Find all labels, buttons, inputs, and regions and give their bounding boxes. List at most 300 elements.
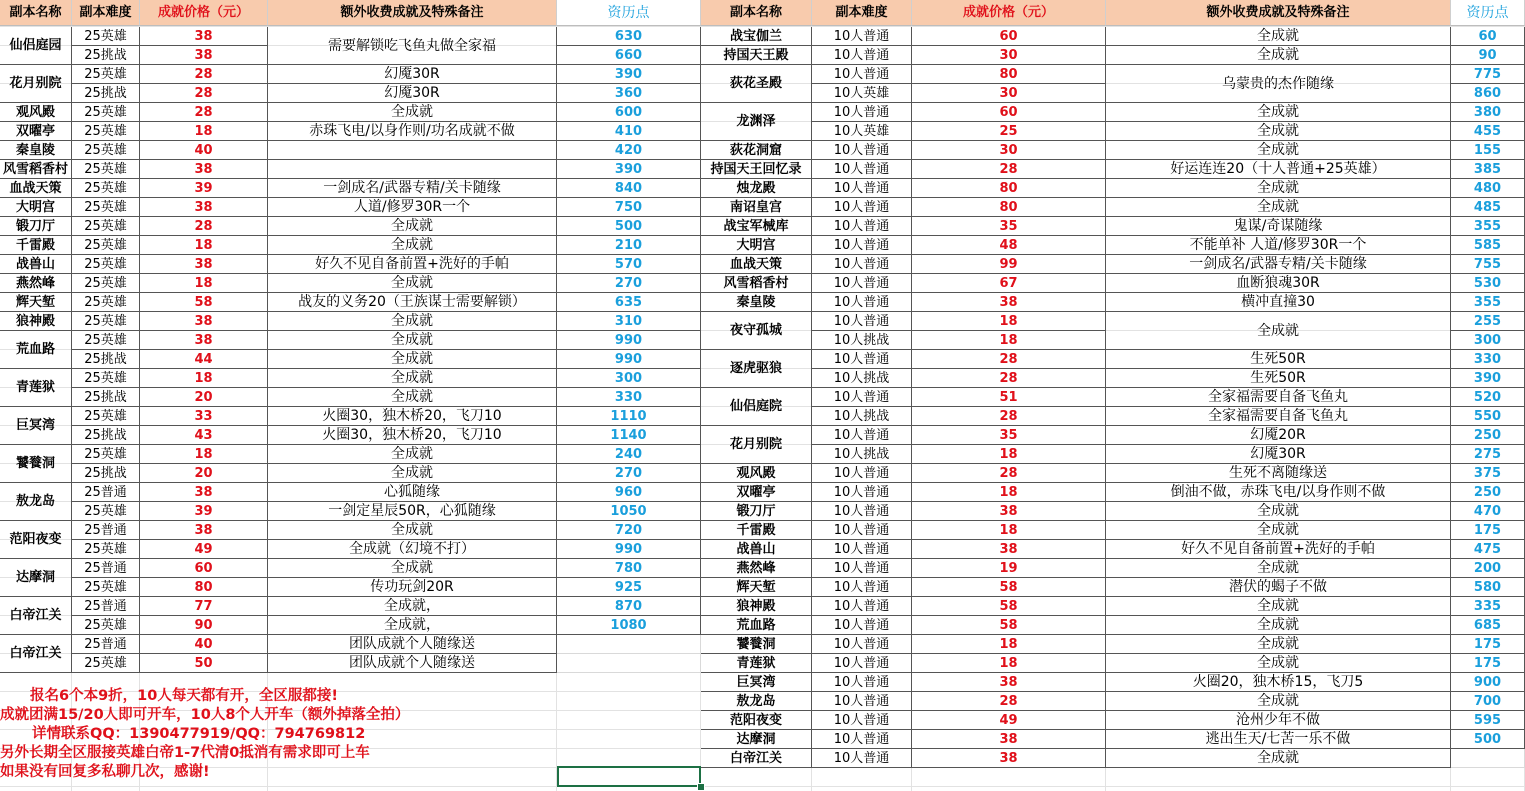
left-price[interactable]: 38 [140,160,268,179]
right-difficulty[interactable]: 10人普通 [812,730,912,749]
right-difficulty[interactable]: 10人普通 [812,711,912,730]
left-points[interactable]: 500 [557,217,701,236]
left-instance-name[interactable]: 荒血路 [0,331,72,369]
left-instance-name[interactable]: 白帝江关 [0,597,72,635]
left-instance-name[interactable]: 大明宫 [0,198,72,217]
right-price[interactable]: 28 [912,160,1106,179]
left-difficulty[interactable]: 25英雄 [72,654,140,673]
left-instance-name[interactable]: 锻刀厅 [0,217,72,236]
right-points[interactable]: 480 [1451,179,1525,198]
right-note[interactable]: 潜伏的蝎子不做 [1106,578,1451,597]
right-price[interactable]: 38 [912,540,1106,559]
right-note[interactable]: 火圈20，独木桥15，飞刀5 [1106,673,1451,692]
right-difficulty[interactable]: 10人普通 [812,65,912,84]
right-price[interactable]: 18 [912,521,1106,540]
right-points[interactable]: 700 [1451,692,1525,711]
right-note[interactable]: 鬼谋/奇谋随缘 [1106,217,1451,236]
left-header-name[interactable]: 副本名称 [0,0,72,26]
right-instance-name[interactable]: 风雪稻香村 [701,274,812,293]
left-price[interactable]: 38 [140,46,268,65]
left-instance-name[interactable]: 白帝江关 [0,635,72,673]
right-price[interactable]: 18 [912,331,1106,350]
right-instance-name[interactable]: 达摩洞 [701,730,812,749]
right-instance-name[interactable]: 巨冥湾 [701,673,812,692]
right-instance-name[interactable]: 观风殿 [701,464,812,483]
right-difficulty[interactable]: 10人普通 [812,502,912,521]
right-note[interactable]: 逃出生天/七苦一乐不做 [1106,730,1451,749]
left-note[interactable]: 全成就 [268,103,557,122]
left-price[interactable]: 39 [140,502,268,521]
left-instance-name[interactable]: 双曜亭 [0,122,72,141]
right-difficulty[interactable]: 10人普通 [812,578,912,597]
left-price[interactable]: 28 [140,217,268,236]
left-note[interactable]: 传功玩剑20R [268,578,557,597]
left-note[interactable]: 幻魇30R [268,84,557,103]
right-note[interactable]: 全成就 [1106,46,1451,65]
right-instance-name[interactable]: 荻花洞窟 [701,141,812,160]
left-difficulty[interactable]: 25英雄 [72,217,140,236]
right-points[interactable]: 355 [1451,293,1525,312]
right-difficulty[interactable]: 10人普通 [812,217,912,236]
left-note[interactable]: 全成就 [268,217,557,236]
left-points[interactable]: 390 [557,65,701,84]
left-difficulty[interactable]: 25英雄 [72,445,140,464]
left-note[interactable]: 火圈30，独木桥20，飞刀10 [268,426,557,445]
left-instance-name[interactable]: 战兽山 [0,255,72,274]
right-difficulty[interactable]: 10人挑战 [812,369,912,388]
right-instance-name[interactable]: 仙侣庭院 [701,388,812,426]
right-difficulty[interactable]: 10人普通 [812,236,912,255]
left-note[interactable]: 全成就 [268,312,557,331]
left-points[interactable]: 630 [557,27,701,46]
left-price[interactable]: 28 [140,103,268,122]
right-instance-name[interactable]: 持国天王殿 [701,46,812,65]
right-price[interactable]: 60 [912,27,1106,46]
left-difficulty[interactable]: 25英雄 [72,27,140,46]
right-points[interactable]: 470 [1451,502,1525,521]
right-note[interactable]: 好运连连20（十人普通+25英雄） [1106,160,1451,179]
right-note[interactable]: 横冲直撞30 [1106,293,1451,312]
left-difficulty[interactable]: 25英雄 [72,293,140,312]
right-note[interactable]: 全家福需要自备飞鱼丸 [1106,407,1451,426]
right-difficulty[interactable]: 10人普通 [812,692,912,711]
left-difficulty[interactable]: 25英雄 [72,255,140,274]
right-instance-name[interactable]: 狼神殿 [701,597,812,616]
right-difficulty[interactable]: 10人普通 [812,274,912,293]
selected-cell[interactable] [557,766,701,787]
right-points[interactable]: 385 [1451,160,1525,179]
right-header-notes[interactable]: 额外收费成就及特殊备注 [1106,0,1451,26]
right-points[interactable]: 250 [1451,426,1525,445]
left-difficulty[interactable]: 25英雄 [72,274,140,293]
right-points[interactable]: 200 [1451,559,1525,578]
right-price[interactable]: 19 [912,559,1106,578]
right-points[interactable]: 595 [1451,711,1525,730]
right-difficulty[interactable]: 10人普通 [812,312,912,331]
right-difficulty[interactable]: 10人普通 [812,464,912,483]
left-difficulty[interactable]: 25英雄 [72,236,140,255]
left-difficulty[interactable]: 25英雄 [72,578,140,597]
right-points[interactable]: 580 [1451,578,1525,597]
left-note[interactable]: 全成就 [268,350,557,369]
right-note[interactable]: 不能单补 人道/修罗30R一个 [1106,236,1451,255]
right-note[interactable]: 生死不离随缘送 [1106,464,1451,483]
left-note[interactable]: 全成就 [268,559,557,578]
right-note[interactable]: 全成就 [1106,597,1451,616]
right-price[interactable]: 48 [912,236,1106,255]
left-note[interactable]: 需要解锁吃飞鱼丸做全家福 [268,27,557,65]
right-instance-name[interactable]: 秦皇陵 [701,293,812,312]
left-difficulty[interactable]: 25普通 [72,521,140,540]
right-instance-name[interactable]: 烛龙殿 [701,179,812,198]
right-difficulty[interactable]: 10人普通 [812,350,912,369]
left-price[interactable]: 18 [140,274,268,293]
right-instance-name[interactable]: 夜守孤城 [701,312,812,350]
left-note[interactable]: 全成就 [268,369,557,388]
right-note[interactable]: 全成就 [1106,654,1451,673]
right-price[interactable]: 18 [912,312,1106,331]
right-instance-name[interactable]: 战兽山 [701,540,812,559]
left-difficulty[interactable]: 25英雄 [72,160,140,179]
left-note[interactable]: 团队成就个人随缘送 [268,635,557,654]
left-points[interactable]: 410 [557,122,701,141]
left-points[interactable]: 635 [557,293,701,312]
left-note[interactable]: 火圈30，独木桥20，飞刀10 [268,407,557,426]
left-note[interactable]: 团队成就个人随缘送 [268,654,557,673]
left-note[interactable]: 战友的义务20（王族谋士需要解锁） [268,293,557,312]
left-note[interactable]: 全成就 [268,274,557,293]
right-difficulty[interactable]: 10人挑战 [812,445,912,464]
left-note[interactable]: 全成就， [268,616,557,635]
right-instance-name[interactable]: 大明宫 [701,236,812,255]
left-points[interactable]: 1050 [557,502,701,521]
right-note[interactable]: 全成就 [1106,692,1451,711]
left-difficulty[interactable]: 25普通 [72,483,140,502]
left-points[interactable]: 390 [557,160,701,179]
right-note[interactable]: 一剑成名/武器专精/关卡随缘 [1106,255,1451,274]
left-instance-name[interactable]: 燕然峰 [0,274,72,293]
left-price[interactable]: 38 [140,483,268,502]
right-note[interactable]: 沧州少年不做 [1106,711,1451,730]
left-difficulty[interactable]: 25英雄 [72,122,140,141]
right-note[interactable]: 幻魇30R [1106,445,1451,464]
right-price[interactable]: 18 [912,445,1106,464]
right-points[interactable]: 380 [1451,103,1525,122]
right-note[interactable]: 好久不见自备前置+洗好的手帕 [1106,540,1451,559]
left-difficulty[interactable]: 25挑战 [72,388,140,407]
right-note[interactable]: 生死50R [1106,369,1451,388]
right-instance-name[interactable]: 逐虎驱狼 [701,350,812,388]
right-price[interactable]: 80 [912,198,1106,217]
right-instance-name[interactable]: 荒血路 [701,616,812,635]
left-price[interactable]: 38 [140,312,268,331]
left-note[interactable]: 全成就 [268,521,557,540]
left-instance-name[interactable]: 巨冥湾 [0,407,72,445]
left-difficulty[interactable]: 25英雄 [72,103,140,122]
right-difficulty[interactable]: 10人挑战 [812,407,912,426]
left-points[interactable] [557,635,701,654]
left-price[interactable]: 40 [140,141,268,160]
right-price[interactable]: 35 [912,217,1106,236]
left-difficulty[interactable]: 25挑战 [72,84,140,103]
left-instance-name[interactable]: 范阳夜变 [0,521,72,559]
right-header-difficulty[interactable]: 副本难度 [812,0,912,26]
right-instance-name[interactable]: 范阳夜变 [701,711,812,730]
right-price[interactable]: 35 [912,426,1106,445]
left-price[interactable]: 80 [140,578,268,597]
right-price[interactable]: 30 [912,46,1106,65]
right-note[interactable]: 全成就 [1106,749,1451,768]
right-points[interactable]: 455 [1451,122,1525,141]
right-points[interactable]: 685 [1451,616,1525,635]
left-points[interactable]: 310 [557,312,701,331]
left-price[interactable]: 28 [140,84,268,103]
left-instance-name[interactable]: 辉天堑 [0,293,72,312]
right-difficulty[interactable]: 10人普通 [812,46,912,65]
right-points[interactable]: 860 [1451,84,1525,103]
right-note[interactable]: 血断狼魂30R [1106,274,1451,293]
left-points[interactable]: 360 [557,84,701,103]
right-points[interactable]: 500 [1451,730,1525,749]
right-price[interactable]: 28 [912,464,1106,483]
left-price[interactable]: 20 [140,464,268,483]
right-points[interactable]: 900 [1451,673,1525,692]
right-instance-name[interactable]: 白帝江关 [701,749,812,768]
left-instance-name[interactable]: 秦皇陵 [0,141,72,160]
right-instance-name[interactable]: 辉天堑 [701,578,812,597]
left-points[interactable]: 600 [557,103,701,122]
left-note[interactable]: 全成就 [268,236,557,255]
right-points[interactable]: 300 [1451,331,1525,350]
right-instance-name[interactable]: 青莲狱 [701,654,812,673]
right-difficulty[interactable]: 10人普通 [812,749,912,768]
left-price[interactable]: 58 [140,293,268,312]
left-points[interactable]: 870 [557,597,701,616]
right-note[interactable]: 全成就 [1106,141,1451,160]
left-price[interactable]: 20 [140,388,268,407]
left-note[interactable]: 全成就 [268,331,557,350]
left-difficulty[interactable]: 25挑战 [72,426,140,445]
right-price[interactable]: 30 [912,141,1106,160]
right-instance-name[interactable]: 龙渊泽 [701,103,812,141]
right-points[interactable]: 335 [1451,597,1525,616]
left-price[interactable]: 28 [140,65,268,84]
left-difficulty[interactable]: 25英雄 [72,407,140,426]
left-points[interactable]: 570 [557,255,701,274]
right-note[interactable]: 全成就 [1106,312,1451,350]
left-points[interactable]: 270 [557,464,701,483]
right-difficulty[interactable]: 10人普通 [812,559,912,578]
fill-handle[interactable] [697,783,705,791]
left-note[interactable]: 一剑成名/武器专精/关卡随缘 [268,179,557,198]
right-points[interactable]: 755 [1451,255,1525,274]
left-note[interactable]: 全成就（幻境不打） [268,540,557,559]
right-difficulty[interactable]: 10人普通 [812,198,912,217]
right-difficulty[interactable]: 10人英雄 [812,84,912,103]
right-instance-name[interactable]: 战宝军械库 [701,217,812,236]
left-price[interactable]: 33 [140,407,268,426]
left-difficulty[interactable]: 25英雄 [72,198,140,217]
right-instance-name[interactable]: 双曜亭 [701,483,812,502]
left-instance-name[interactable]: 青莲狱 [0,369,72,407]
left-instance-name[interactable]: 观风殿 [0,103,72,122]
right-instance-name[interactable]: 敖龙岛 [701,692,812,711]
left-price[interactable]: 18 [140,369,268,388]
left-difficulty[interactable]: 25普通 [72,597,140,616]
left-points[interactable]: 990 [557,540,701,559]
right-price[interactable]: 51 [912,388,1106,407]
right-difficulty[interactable]: 10人普通 [812,179,912,198]
right-points[interactable]: 275 [1451,445,1525,464]
right-price[interactable]: 28 [912,407,1106,426]
left-note[interactable]: 一剑定星辰50R，心狐随缘 [268,502,557,521]
right-difficulty[interactable]: 10人普通 [812,141,912,160]
left-note[interactable]: 好久不见自备前置+洗好的手帕 [268,255,557,274]
right-price[interactable]: 80 [912,65,1106,84]
right-price[interactable]: 28 [912,369,1106,388]
right-price[interactable]: 38 [912,730,1106,749]
right-difficulty[interactable]: 10人普通 [812,635,912,654]
left-note[interactable]: 全成就 [268,445,557,464]
left-difficulty[interactable]: 25英雄 [72,540,140,559]
left-instance-name[interactable]: 仙侣庭园 [0,27,72,65]
left-price[interactable]: 18 [140,445,268,464]
right-instance-name[interactable]: 锻刀厅 [701,502,812,521]
left-difficulty[interactable]: 25英雄 [72,312,140,331]
right-points[interactable]: 530 [1451,274,1525,293]
left-instance-name[interactable]: 达摩洞 [0,559,72,597]
right-instance-name[interactable]: 持国天王回忆录 [701,160,812,179]
left-difficulty[interactable]: 25普通 [72,635,140,654]
right-difficulty[interactable]: 10人普通 [812,388,912,407]
left-points[interactable]: 210 [557,236,701,255]
left-price[interactable]: 38 [140,255,268,274]
left-points[interactable] [557,654,701,673]
right-price[interactable]: 18 [912,654,1106,673]
right-points[interactable]: 550 [1451,407,1525,426]
right-difficulty[interactable]: 10人挑战 [812,331,912,350]
left-price[interactable]: 60 [140,559,268,578]
right-header-name[interactable]: 副本名称 [701,0,812,26]
right-points[interactable]: 250 [1451,483,1525,502]
left-price[interactable]: 38 [140,27,268,46]
left-note[interactable]: 全成就， [268,597,557,616]
left-price[interactable]: 49 [140,540,268,559]
right-difficulty[interactable]: 10人普通 [812,426,912,445]
right-difficulty[interactable]: 10人普通 [812,654,912,673]
right-note[interactable]: 全家福需要自备飞鱼丸 [1106,388,1451,407]
left-price[interactable]: 38 [140,331,268,350]
left-points[interactable]: 780 [557,559,701,578]
left-price[interactable]: 40 [140,635,268,654]
right-note[interactable]: 幻魇20R [1106,426,1451,445]
right-note[interactable]: 全成就 [1106,521,1451,540]
left-note[interactable] [268,160,557,179]
right-points[interactable]: 90 [1451,46,1525,65]
left-price[interactable]: 44 [140,350,268,369]
left-points[interactable]: 840 [557,179,701,198]
right-price[interactable]: 58 [912,578,1106,597]
left-points[interactable]: 1140 [557,426,701,445]
left-header-price[interactable]: 成就价格（元） [140,0,268,26]
right-note[interactable]: 生死50R [1106,350,1451,369]
left-difficulty[interactable]: 25挑战 [72,350,140,369]
left-points[interactable]: 270 [557,274,701,293]
left-difficulty[interactable]: 25英雄 [72,369,140,388]
left-price[interactable]: 18 [140,122,268,141]
left-points[interactable]: 750 [557,198,701,217]
right-note[interactable]: 全成就 [1106,103,1451,122]
right-price[interactable]: 58 [912,597,1106,616]
left-note[interactable]: 幻魇30R [268,65,557,84]
left-note[interactable]: 赤珠飞电/以身作则/功名成就不做 [268,122,557,141]
right-points[interactable]: 175 [1451,521,1525,540]
right-price[interactable]: 99 [912,255,1106,274]
right-price[interactable]: 38 [912,293,1106,312]
right-price[interactable]: 18 [912,483,1106,502]
left-difficulty[interactable]: 25英雄 [72,141,140,160]
left-price[interactable]: 90 [140,616,268,635]
right-difficulty[interactable]: 10人普通 [812,27,912,46]
left-instance-name[interactable]: 风雪稻香村 [0,160,72,179]
right-price[interactable]: 25 [912,122,1106,141]
left-points[interactable]: 1110 [557,407,701,426]
left-difficulty[interactable]: 25英雄 [72,502,140,521]
right-note[interactable]: 乌蒙贵的杰作随缘 [1106,65,1451,103]
right-points[interactable]: 390 [1451,369,1525,388]
left-difficulty[interactable]: 25英雄 [72,331,140,350]
right-instance-name[interactable]: 南诏皇宫 [701,198,812,217]
left-instance-name[interactable]: 花月别院 [0,65,72,103]
left-difficulty[interactable]: 25挑战 [72,464,140,483]
right-price[interactable]: 80 [912,179,1106,198]
right-difficulty[interactable]: 10人普通 [812,597,912,616]
right-price[interactable]: 28 [912,350,1106,369]
right-points[interactable]: 175 [1451,635,1525,654]
right-note[interactable]: 全成就 [1106,502,1451,521]
right-points[interactable]: 255 [1451,312,1525,331]
right-difficulty[interactable]: 10人普通 [812,521,912,540]
right-difficulty[interactable]: 10人普通 [812,616,912,635]
left-header-notes[interactable]: 额外收费成就及特殊备注 [268,0,557,26]
right-points[interactable] [1451,749,1525,768]
left-difficulty[interactable]: 25普通 [72,559,140,578]
right-price[interactable]: 67 [912,274,1106,293]
left-points[interactable]: 990 [557,331,701,350]
right-price[interactable]: 30 [912,84,1106,103]
right-price[interactable]: 28 [912,692,1106,711]
right-difficulty[interactable]: 10人普通 [812,103,912,122]
right-price[interactable]: 18 [912,635,1106,654]
right-instance-name[interactable]: 血战天策 [701,255,812,274]
left-note[interactable]: 全成就 [268,464,557,483]
left-instance-name[interactable]: 血战天策 [0,179,72,198]
right-price[interactable]: 38 [912,502,1106,521]
right-points[interactable]: 355 [1451,217,1525,236]
right-instance-name[interactable]: 千雷殿 [701,521,812,540]
left-header-difficulty[interactable]: 副本难度 [72,0,140,26]
right-difficulty[interactable]: 10人普通 [812,540,912,559]
left-instance-name[interactable]: 敖龙岛 [0,483,72,521]
left-points[interactable]: 925 [557,578,701,597]
left-instance-name[interactable]: 狼神殿 [0,312,72,331]
right-points[interactable]: 330 [1451,350,1525,369]
right-note[interactable]: 全成就 [1106,559,1451,578]
left-price[interactable]: 39 [140,179,268,198]
right-instance-name[interactable]: 花月别院 [701,426,812,464]
right-difficulty[interactable]: 10人普通 [812,483,912,502]
right-difficulty[interactable]: 10人普通 [812,293,912,312]
